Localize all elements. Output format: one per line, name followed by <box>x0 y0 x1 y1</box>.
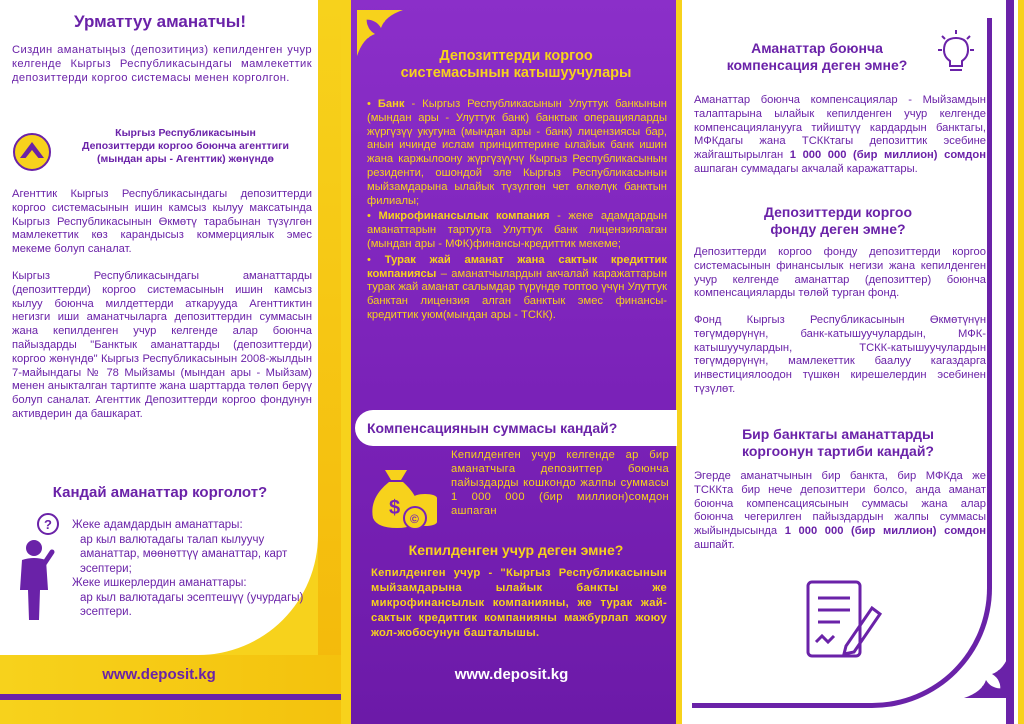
money-bag-icon <box>363 452 443 532</box>
guaranteed-case-title: Кепилденген учур деген эмне? <box>408 542 624 558</box>
list-item: • Микрофинансылык компания - жеке адамдардын аманаттарын тартууга Улуттук банк лицензиялаган (мындан ары - МФК)финансы-кредиттик мекеме; <box>367 210 667 250</box>
participants-title-line-2: системасынын катышуучулары <box>400 65 632 81</box>
website-link[interactable]: www.deposit.kg <box>454 666 569 683</box>
compensation-text: Кепилденген учур келгенде ар бир аманатчыга депозиттер боюнча пайыздарды кошкондо жалпы суммасы 1 000 000 (бир миллион)сомдон ашпаган <box>451 449 669 517</box>
greeting-title: Урматтуу аманатчы! <box>74 12 246 31</box>
left-panel <box>0 0 341 724</box>
left-purple-stripe <box>0 694 341 700</box>
list-item: • Турак жай аманат жана сактык кредиттик компаниясы – аманатчылардын акчалай каражаттарын турак жай аманат салымдар түрүндө топтоо үчүн Улуттук банктан лицензия алган банктык эмес финансы-кредиттик уюм(мындан ары - ТСКК). <box>367 253 667 321</box>
intro-text: Сиздин аманатыңыз (депозитиңиз) кепилденген учур келгенде Кыргыз Республикасындагы мамлекеттик депозиттерди коргоо системасы менен корголгон. <box>12 44 312 84</box>
title-line-2: коргоонун тартиби кандай? <box>742 443 934 459</box>
agency-name-line-1: Кыргыз Республикасынын <box>115 127 256 139</box>
title-line-2: компенсация деген эмне? <box>726 57 908 73</box>
lightbulb-icon <box>934 28 978 76</box>
participants-list <box>367 98 667 323</box>
agency-about-p2: Кыргыз Республикасындагы аманаттарды (депозиттерди) коргоо системасынын ишин камсыз кылуу боюнча милдеттерди аткарууда Агенттиктин негизги иши аманатчыларга депозиттердин суммасын жана кепилденген учур келгенде алар боюнча пайыздарды "Банктык аманаттарды (депозиттерди) коргоо жөнүндө" Кыргыз Республикасынын 2008-жылдын 7-майындагы № 78 Мыйзамы (мындан ары - Мыйзам) менен аныкталган тартипте жана шарттарда төлөп берүү болуп саналат. Агенттик Депозиттерди коргоо фондунун активдерин да башкарат. <box>12 270 312 420</box>
title-line-2: фонду деген эмне? <box>770 221 906 237</box>
mfc-text: - жеке адамдардын аманаттарын тартууга Улуттук банк лицензиялаган (мындан ары - МФК)финансы-кредиттик мекеме; <box>367 210 667 250</box>
text-part: Аманаттар боюнча компенсациялар - Мыйзамдын талаптарына ылайык кепилденген учур келгенде компенсацияланууга тийиштүү кардардын банктагы, МФКдагы жана ТСККтагы депозиттик эсебине жайгаштырылган <box>694 94 986 162</box>
right-panel <box>682 0 1024 724</box>
compensation-definition-text <box>694 94 986 177</box>
agency-logo-icon <box>12 132 52 172</box>
fund-definition-title <box>692 204 984 238</box>
compensation-definition-title <box>692 40 942 74</box>
fund-definition-text: Депозиттерди коргоо фонду депозиттерди коргоо системасынын финансылык негизи жана кепилденген учур келгенде аманаттар (депозиттер) боюнча компенсацияларды төлөй турган фонд. <box>694 246 986 300</box>
list-item: Жеке адамдардын аманаттары: <box>72 519 243 531</box>
agency-name-line-3: (мындан ары - Агенттик) жөнүндө <box>97 153 274 165</box>
tskk-term: Турак жай аманат жана сактык кредиттик компаниясы <box>367 253 667 280</box>
bank-text: - Кыргыз Республикасынын Улуттук банкынын (мындан ары - Улуттук банк) банктык операцияларды жүргүзүү укугуна (мындан ары - банк) лицензиясы бар, анын ичинде ислам принциптерине ылайык банк ишин жана каржылоону жүргүзүүчү Кыргыз Республикасынын резиденти, ошондой эле Кыргыз Республикасынын мыйзамдарына ылайык түзүлгөн чет өлкөлүк банктын филиалы; <box>367 98 667 207</box>
guaranteed-case-text: Кепилденген учур - "Кыргыз Республикасынын мыйзамдарына ылайык банкты же микрофинансылык компанияны, же турак жай-сактык кредиттик компанияны мажбурлап жоюу жол-жобосунун башталышы. <box>371 567 667 639</box>
agency-heading <box>58 127 313 166</box>
protected-deposits-title: Кандай аманаттар корголот? <box>52 484 268 501</box>
svg-text:?: ? <box>44 517 52 532</box>
tskk-text: – аманатчылардын акчалай каражаттарын турак жай аманат салымдар түрүндө топтоо үчүн Улуттук банктан лицензия алган банктык эмес финансы-кредиттик уюм(мындан ары - ТСКК). <box>367 267 667 321</box>
middle-panel <box>341 0 682 724</box>
right-yellow-edge <box>1018 0 1024 724</box>
agency-about-p1: Агенттик Кыргыз Республикасындагы депозиттерди коргоо системасынын ишин камсыз кылуу максатында Кыргыз Республикасынын Өкмөтү тарабынан түзүлгөн мамлекеттик көз карандысыз коммерциялык эмес мекеме болуп саналат. <box>12 188 312 256</box>
amount-highlight: 1 000 000 (бир миллион) сомдон <box>784 525 986 538</box>
svg-text:©: © <box>410 512 419 526</box>
text-part: ашпайт. <box>694 538 735 551</box>
document-pen-icon <box>802 578 882 664</box>
fund-sources-text: Фонд Кыргыз Республикасынын Өкмөтүнүн төгүмдөрүнүн, банк-катышуучулардын, МФК-катышуучулардын, ТСКК-катышуучулардын төгүмдөрүнүн, мамлекеттик баалуу кагаздарга инвестициялоодон түшкөн кирешелердин эсебинен түзүлөт. <box>694 314 986 395</box>
right-purple-stripe <box>1006 0 1014 724</box>
protected-deposits-list <box>72 518 316 620</box>
title-line-1: Аманаттар боюнча <box>751 40 883 56</box>
title-line-1: Бир банктагы аманаттарды <box>742 426 934 442</box>
amount-highlight: 1 000 000 (бир миллион) сомдон <box>789 149 986 162</box>
thinking-person-icon <box>14 512 66 622</box>
compensation-title: Компенсациянын суммасы кандай? <box>367 420 618 436</box>
text-part: Эгерде аманатчынын бир банкта, бир МФКда же ТСККта бир нече депозиттери болсо, анда аманат боюнча компенсациясынын суммасы жана алар боюнча чегерилген пайыздардын жалпы суммасы жыйындысында <box>694 470 986 538</box>
website-link[interactable]: www.deposit.kg <box>102 666 216 683</box>
mfc-term: Микрофинансылык компания <box>378 210 550 223</box>
list-item: ар кыл валютадагы талап кылуучу аманаттар, мөөнөттүү аманаттар, карт эсептери; <box>80 533 288 575</box>
ornament-icon <box>962 650 1012 700</box>
left-wave-decoration <box>318 0 341 724</box>
single-bank-title <box>692 426 984 460</box>
list-item: • Банк - Кыргыз Республикасынын Улуттук банкынын (мындан ары - Улуттук банк) банктык операцияларды жүргүзүү укугуна (мындан ары - банк) лицензиясы бар, анын ичинде ислам принциптерине ылайык банк ишин жана каржылоону жүргүзүүчү Кыргыз Республикасынын резиденти, ошондой эле Кыргыз Республикасынын мыйзамдарына ылайык түзүлгөн чет өлкөлүк банктын филиалы; <box>367 98 667 207</box>
list-item: Жеке ишкерлердин аманаттары: <box>72 577 247 589</box>
title-line-1: Депозиттерди коргоо <box>763 204 913 220</box>
agency-name-line-2: Депозиттерди коргоо боюнча агенттиги <box>81 140 289 152</box>
participants-title <box>361 48 671 82</box>
middle-left-yellow-bar <box>341 0 351 724</box>
bank-term: Банк <box>377 98 405 110</box>
single-bank-text <box>694 470 986 553</box>
participants-title-line-1: Депозиттерди коргоо <box>439 48 593 64</box>
text-part: ашпаган суммадагы акчалай каражаттары. <box>694 162 918 175</box>
svg-text:$: $ <box>389 497 401 519</box>
list-item: ар кыл валютадагы эсептешүү (учурдагы) эсептери. <box>80 591 304 618</box>
